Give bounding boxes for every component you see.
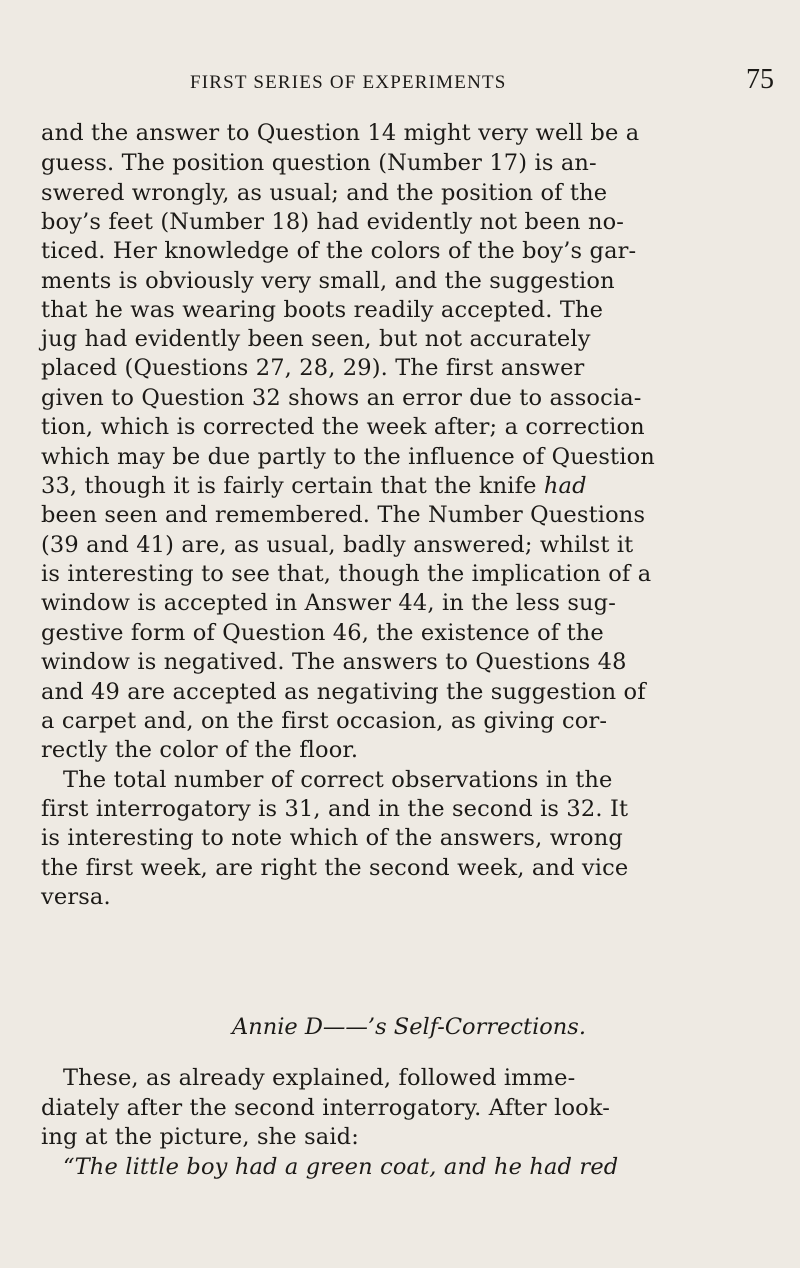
body-line: been seen and remembered. The Number Questions (41, 502, 646, 528)
body-line: swered wrongly, as usual; and the position of the (41, 180, 608, 206)
body-line (41, 471, 587, 501)
body-line: The total number of correct observations in the (63, 767, 613, 793)
body-line: and 49 are accepted as negativing the suggestion of (41, 679, 646, 705)
italic-word: had (543, 473, 587, 499)
section-heading: Annie D——’s Self-Corrections. (232, 1014, 587, 1040)
body-line: (39 and 41) are, as usual, badly answered; whilst it (41, 532, 634, 558)
body-line: window is accepted in Answer 44, in the less sug- (41, 590, 616, 616)
body-line: ticed. Her knowledge of the colors of the boy’s gar- (41, 238, 637, 264)
body-line: window is negatived. The answers to Questions 48 (41, 649, 627, 675)
body-line: placed (Questions 27, 28, 29). The first answer (41, 355, 585, 381)
body-line: given to Question 32 shows an error due to associa- (41, 385, 642, 411)
body-line: gestive form of Question 46, the existence of the (41, 620, 604, 646)
body-line: These, as already explained, followed imme- (63, 1065, 576, 1091)
body-line: the first week, are right the second week, and vice (41, 855, 629, 881)
running-head: FIRST SERIES OF EXPERIMENTS (190, 72, 507, 93)
body-line: which may be due partly to the influence of Question (41, 444, 655, 470)
body-line-text: 33, though it is fairly certain that the knife (41, 473, 544, 499)
page-number: 75 (746, 64, 774, 95)
body-line: first interrogatory is 31, and in the second is 32. It (41, 796, 629, 822)
body-line: boy’s feet (Number 18) had evidently not been no- (41, 209, 625, 235)
body-line: ing at the picture, she said: (41, 1124, 359, 1150)
quoted-line: “The little boy had a green coat, and he had red (63, 1154, 619, 1180)
body-line: jug had evidently been seen, but not accurately (41, 326, 591, 352)
body-line: that he was wearing boots readily accepted. The (41, 297, 604, 323)
body-line: a carpet and, on the first occasion, as giving cor- (41, 708, 608, 734)
body-line: rectly the color of the floor. (41, 737, 359, 763)
body-line: is interesting to note which of the answers, wrong (41, 825, 623, 851)
body-line: and the answer to Question 14 might very well be a (41, 120, 640, 146)
body-line: tion, which is corrected the week after; a correction (41, 414, 645, 440)
body-line: diately after the second interrogatory. After look- (41, 1095, 611, 1121)
body-line: versa. (41, 884, 111, 910)
body-line: ments is obviously very small, and the suggestion (41, 268, 615, 294)
body-line: guess. The position question (Number 17) is an- (41, 150, 597, 176)
body-line: is interesting to see that, though the implication of a (41, 561, 652, 587)
